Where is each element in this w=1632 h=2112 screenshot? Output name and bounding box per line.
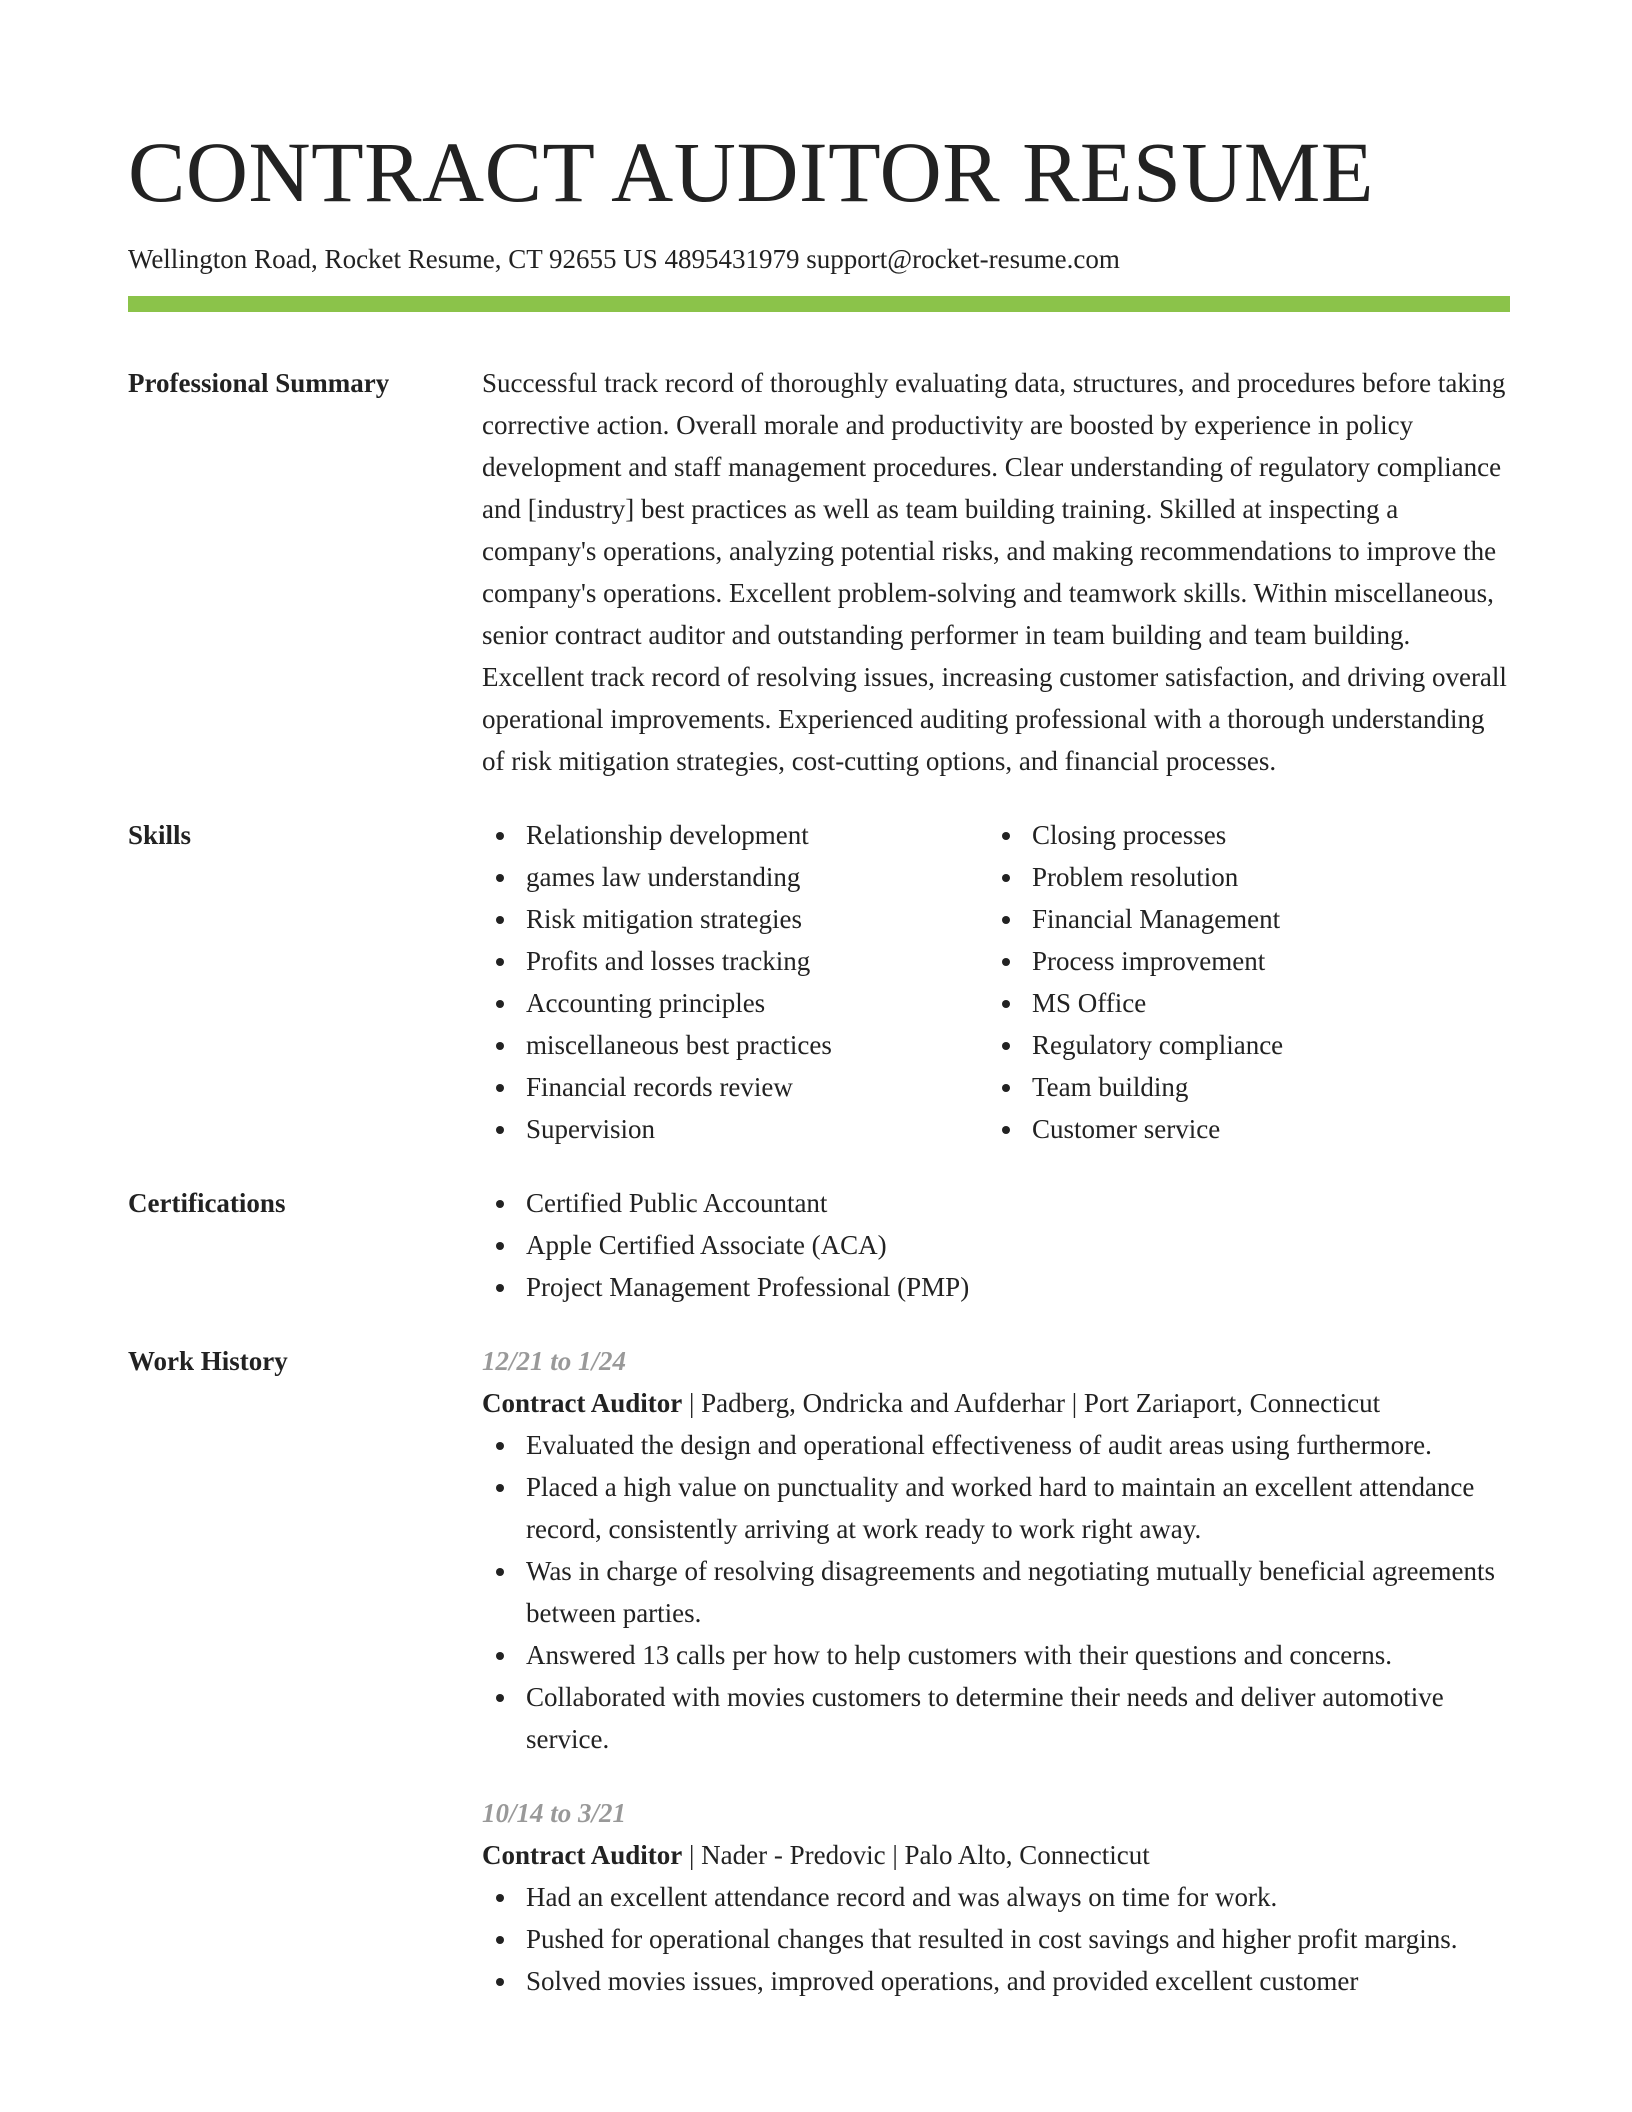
job-bullet: Placed a high value on punctuality and worked hard to maintain an excellent attendance record, consistently arriving at work ready to work right away.	[482, 1466, 1510, 1550]
work-history-section	[128, 1340, 1510, 2002]
job-bullet: Had an excellent attendance record and was always on time for work.	[482, 1876, 1510, 1918]
job-title-line	[482, 1834, 1510, 1876]
job-bullet: Answered 13 calls per how to help customers with their questions and concerns.	[482, 1634, 1510, 1676]
skill-item: Profits and losses tracking	[482, 940, 988, 982]
skill-item: Regulatory compliance	[988, 1024, 1494, 1066]
skill-item: MS Office	[988, 982, 1494, 1024]
skills-column-left	[482, 814, 988, 1150]
skill-item: miscellaneous best practices	[482, 1024, 988, 1066]
skill-item: Process improvement	[988, 940, 1494, 982]
job-title-line	[482, 1382, 1510, 1424]
job-details: | Nader - Predovic | Palo Alto, Connecticut	[682, 1840, 1150, 1870]
job-bullet: Solved movies issues, improved operations, and provided excellent customer	[482, 1960, 1510, 2002]
job-bullet: Pushed for operational changes that resulted in cost savings and higher profit margins.	[482, 1918, 1510, 1960]
skill-item: Financial Management	[988, 898, 1494, 940]
skill-item: Closing processes	[988, 814, 1494, 856]
certification-item: Project Management Professional (PMP)	[482, 1266, 1510, 1308]
resume-page	[128, 0, 1510, 2002]
job-dates: 12/21 to 1/24	[482, 1346, 627, 1376]
accent-divider	[128, 296, 1510, 312]
skill-item: Customer service	[988, 1108, 1494, 1150]
skills-label: Skills	[128, 820, 192, 850]
skill-item: Financial records review	[482, 1066, 988, 1108]
job-bullet: Collaborated with movies customers to determine their needs and deliver automotive service.	[482, 1676, 1510, 1760]
skill-item: Team building	[988, 1066, 1494, 1108]
resume-title: CONTRACT AUDITOR RESUME	[128, 124, 1374, 220]
skill-item: Problem resolution	[988, 856, 1494, 898]
job-entry	[482, 1340, 1510, 1760]
certifications-label: Certifications	[128, 1188, 286, 1218]
certification-item: Certified Public Accountant	[482, 1182, 1510, 1224]
job-details: | Padberg, Ondricka and Aufderhar | Port Zariaport, Connecticut	[682, 1388, 1381, 1418]
skill-item: games law understanding	[482, 856, 988, 898]
contact-line: Wellington Road, Rocket Resume, CT 92655 US 4895431979 support@rocket-resume.com	[128, 244, 1120, 274]
job-title: Contract Auditor	[482, 1388, 683, 1418]
summary-section	[128, 362, 1510, 782]
certification-item: Apple Certified Associate (ACA)	[482, 1224, 1510, 1266]
job-dates: 10/14 to 3/21	[482, 1798, 627, 1828]
job-title: Contract Auditor	[482, 1840, 683, 1870]
job-bullet: Was in charge of resolving disagreements and negotiating mutually beneficial agreements between parties.	[482, 1550, 1510, 1634]
skill-item: Supervision	[482, 1108, 988, 1150]
skills-column-right	[988, 814, 1494, 1150]
summary-label: Professional Summary	[128, 368, 390, 398]
work-history-label: Work History	[128, 1346, 288, 1376]
job-bullet: Evaluated the design and operational effectiveness of audit areas using furthermore.	[482, 1424, 1510, 1466]
certifications-section	[128, 1182, 1510, 1308]
skills-section	[128, 814, 1510, 1150]
job-entry	[482, 1792, 1510, 2002]
skill-item: Risk mitigation strategies	[482, 898, 988, 940]
summary-text: Successful track record of thoroughly evaluating data, structures, and procedures before taking corrective action. Overall morale and productivity are boosted by experience in policy development and staff management procedures. Clear understanding of regulatory compliance and [industry] best practices as well as team building training. Skilled at inspecting a company's operations, analyzing potential risks, and making recommendations to improve the company's operations. Excellent problem-solving and teamwork skills. Within miscellaneous, senior contract auditor and outstanding performer in team building and team building. Excellent track record of resolving issues, increasing customer satisfaction, and driving overall operational improvements. Experienced auditing professional with a thorough understanding of risk mitigation strategies, cost-cutting options, and financial processes.	[482, 368, 1507, 776]
skill-item: Relationship development	[482, 814, 988, 856]
skill-item: Accounting principles	[482, 982, 988, 1024]
